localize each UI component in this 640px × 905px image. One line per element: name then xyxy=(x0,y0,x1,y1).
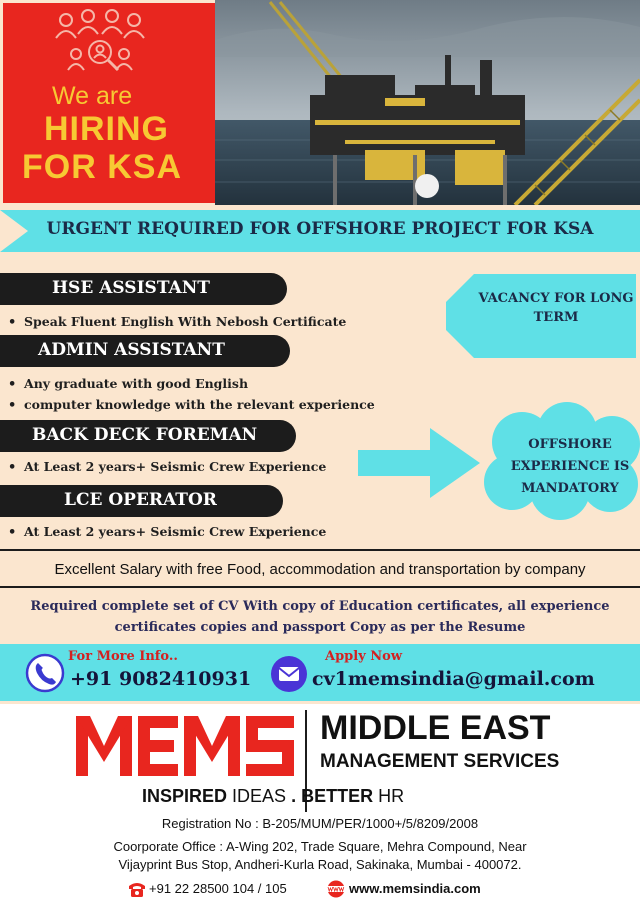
job-title-hse-assistant xyxy=(0,273,287,305)
registration-number: Registration No : B-205/MUM/PER/1000+/5/8209/2008 xyxy=(161,816,479,831)
job-requirement: • computer knowledge with the relevant experience xyxy=(8,397,375,413)
vacancy-callout: VACANCY FOR LONG TERM xyxy=(478,291,634,325)
job-requirement: • Any graduate with good English xyxy=(8,376,248,392)
telephone-icon xyxy=(127,880,147,898)
office-address xyxy=(0,838,640,874)
offshore-line: OFFSHORE xyxy=(528,437,612,452)
phone-icon xyxy=(25,653,65,693)
we-are-text: We are xyxy=(52,82,133,110)
hero-section xyxy=(0,0,640,205)
company-subtitle: MANAGEMENT SERVICES xyxy=(320,751,560,772)
cv-line: Required complete set of CV With copy of Education certificates, all experience xyxy=(30,599,610,614)
job-requirement: • At Least 2 years+ Seismic Crew Experience xyxy=(8,459,326,475)
hiring-location: FOR KSA xyxy=(22,148,182,186)
urgent-heading: URGENT REQUIRED FOR OFFSHORE PROJECT FOR KSA xyxy=(46,219,594,239)
mems-logo xyxy=(76,716,294,776)
more-info-label: For More Info.. xyxy=(68,649,178,664)
website-link[interactable]: www.memsindia.com xyxy=(349,881,481,896)
phone-number[interactable]: +91 9082410931 xyxy=(70,668,252,690)
job-requirement: • Speak Fluent English With Nebosh Certificate xyxy=(8,314,346,330)
offshore-line: EXPERIENCE IS xyxy=(510,459,630,474)
hiring-title: HIRING xyxy=(44,110,169,148)
right-arrow-icon xyxy=(358,428,480,498)
job-requirement: • At Least 2 years+ Seismic Crew Experience xyxy=(8,524,326,540)
tagline-better: BETTER xyxy=(301,786,374,806)
apply-now-label: Apply Now xyxy=(325,649,403,664)
job-title-back-deck-foreman xyxy=(0,420,296,452)
offshore-callout xyxy=(500,434,640,500)
email-address[interactable]: cv1memsindia@gmail.com xyxy=(312,668,595,690)
office-telephone[interactable]: +91 22 28500 104 / 105 xyxy=(149,881,287,896)
job-title-text: ADMIN ASSISTANT xyxy=(38,340,225,360)
job-title-lce-operator xyxy=(0,485,283,517)
job-title-text: LCE OPERATOR xyxy=(64,490,217,510)
tagline-inspired: INSPIRED xyxy=(142,786,228,806)
cv-line: certificates copies and passport Copy as per the Resume xyxy=(114,620,526,635)
job-title-admin-assistant xyxy=(0,335,290,367)
job-title-text: HSE ASSISTANT xyxy=(52,278,210,298)
divider xyxy=(0,549,640,551)
divider xyxy=(0,586,640,588)
recruitment-people-icon xyxy=(52,6,148,76)
tagline xyxy=(142,786,404,807)
salary-text: Excellent Salary with free Food, accommodation and transportation by company xyxy=(54,561,586,578)
tagline-hr: HR xyxy=(373,786,405,806)
tagline-separator: . xyxy=(286,786,302,806)
offshore-platform-photo xyxy=(215,0,640,205)
globe-icon xyxy=(325,880,347,898)
email-icon xyxy=(270,655,308,693)
tagline-ideas: IDEAS xyxy=(227,786,287,806)
office-line: Coorporate Office : A-Wing 202, Trade Square, Mehra Compound, Near xyxy=(113,839,527,854)
cv-requirements xyxy=(0,596,640,638)
office-line: Vijayprint Bus Stop, Andheri-Kurla Road, Sakinaka, Mumbai - 400072. xyxy=(118,857,522,872)
job-title-text: BACK DECK FOREMAN xyxy=(32,425,258,445)
offshore-line: MANDATORY xyxy=(521,481,619,496)
company-name: MIDDLE EAST xyxy=(320,709,551,747)
urgent-banner xyxy=(0,210,640,252)
